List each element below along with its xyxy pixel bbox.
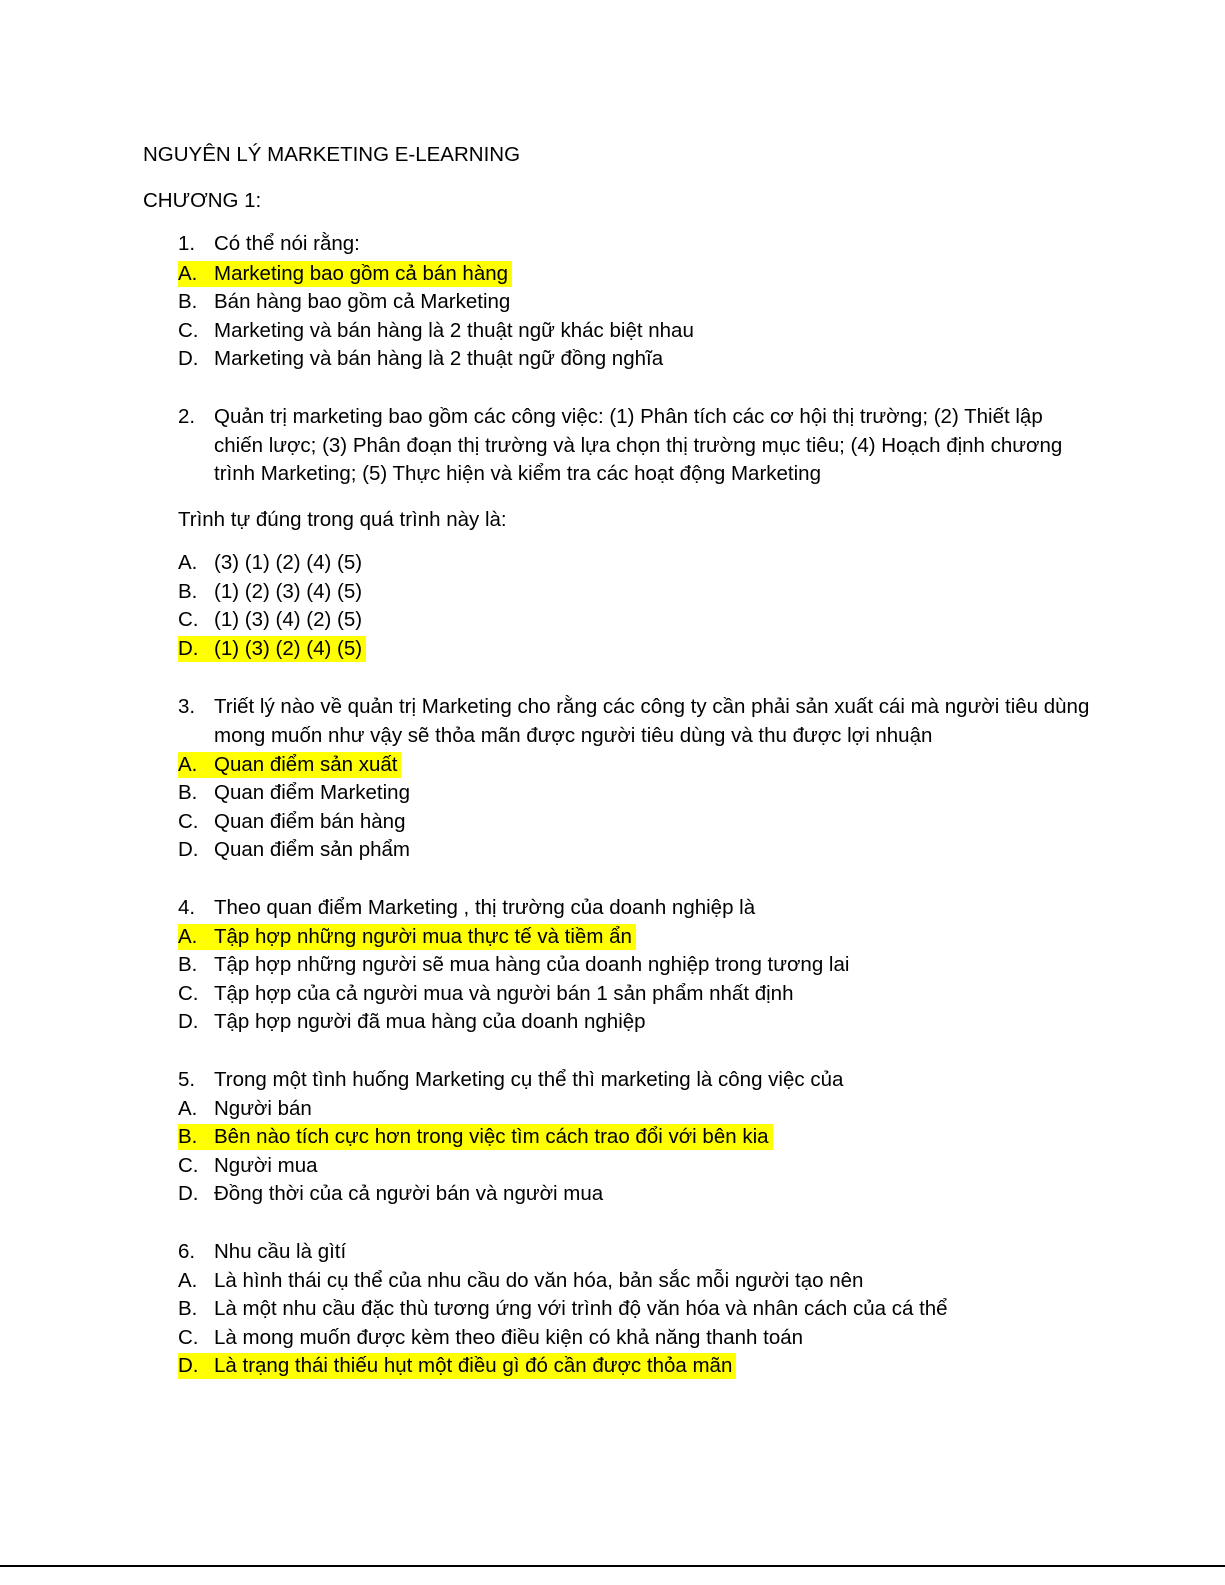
option-letter: B. [178, 290, 198, 313]
option-a [178, 1096, 316, 1122]
question-text: Nhu cầu là gìtí [214, 1240, 347, 1263]
question-number: 6. [178, 1240, 196, 1263]
option-text: Là một nhu cầu đặc thù tương ứng với trình độ văn hóa và nhân cách của cá thể [214, 1297, 948, 1320]
question-text: Theo quan điểm Marketing , thị trường của doanh nghiệp là [214, 896, 756, 919]
option-a [178, 1268, 867, 1294]
option-text: Marketing bao gồm cả bán hàng [214, 262, 509, 285]
option-text: Tập hợp những người sẽ mua hàng của doanh nghiệp trong tương lai [214, 953, 850, 976]
option-letter: D. [178, 1010, 199, 1033]
option-b [178, 952, 853, 978]
option-text: Quan điểm bán hàng [214, 810, 406, 833]
option-a-highlighted [178, 924, 636, 950]
question-number: 1. [178, 232, 196, 255]
question-text: Quản trị marketing bao gồm các công việc: (1) Phân tích các cơ hội thị trường; (2) Thiết lập chiến lược; (3) Phân đoạn thị trường và lựa chọn thị trường mục tiêu; (4) Hoạch định chương trình Marketing; (5) Thực hiện và kiểm tra các hoạt động Marketing [214, 405, 1063, 485]
option-b [178, 289, 514, 315]
option-c [178, 318, 698, 344]
option-d [178, 346, 667, 372]
option-letter: C. [178, 319, 199, 342]
document-title: NGUYÊN LÝ MARKETING E-LEARNING [143, 143, 521, 166]
question-subtext: Trình tự đúng trong quá trình này là: [178, 508, 507, 531]
option-b-highlighted [178, 1124, 773, 1150]
option-text: Là hình thái cụ thể của nhu cầu do văn hóa, bản sắc mỗi người tạo nên [214, 1269, 864, 1292]
option-text: Bên nào tích cực hơn trong việc tìm cách trao đổi với bên kia [214, 1125, 769, 1148]
option-d [178, 1009, 650, 1035]
option-text: (3) (1) (2) (4) (5) [214, 551, 363, 574]
option-text: Quan điểm sản phẩm [214, 838, 411, 861]
question-text: Trong một tình huống Marketing cụ thể thì marketing là công việc của [214, 1068, 844, 1091]
option-letter: A. [178, 262, 198, 285]
option-c [178, 981, 798, 1007]
option-c [178, 1325, 807, 1351]
option-letter: D. [178, 1182, 199, 1205]
option-text: Tập hợp những người mua thực tế và tiềm ẩn [214, 925, 632, 948]
option-letter: D. [178, 1354, 199, 1377]
option-letter: B. [178, 781, 198, 804]
option-d-highlighted [178, 1353, 736, 1379]
option-letter: C. [178, 810, 199, 833]
option-letter: C. [178, 982, 199, 1005]
question-number: 5. [178, 1068, 196, 1091]
option-letter: C. [178, 1326, 199, 1349]
option-letter: C. [178, 608, 199, 631]
option-letter: A. [178, 551, 198, 574]
option-letter: A. [178, 1269, 198, 1292]
option-text: Quan điểm Marketing [214, 781, 410, 804]
option-text: Tập hợp người đã mua hàng của doanh nghiệp [214, 1010, 646, 1033]
option-letter: C. [178, 1154, 199, 1177]
option-a-highlighted [178, 752, 401, 778]
option-b [178, 1296, 952, 1322]
question-number: 4. [178, 896, 196, 919]
option-text: Người bán [214, 1097, 312, 1120]
question-number: 3. [178, 695, 196, 718]
option-c [178, 607, 366, 633]
option-d-highlighted [178, 636, 366, 662]
option-b [178, 579, 366, 605]
option-letter: D. [178, 347, 199, 370]
option-letter: A. [178, 1097, 198, 1120]
question-number: 2. [178, 405, 196, 428]
option-text: Tập hợp của cả người mua và người bán 1 sản phẩm nhất định [214, 982, 794, 1005]
question-text: Triết lý nào về quản trị Marketing cho rằng các công ty cần phải sản xuất cái mà người tiêu dùng mong muốn như vậy sẽ thỏa mãn được người tiêu dùng và thu được lợi nhuận [214, 695, 1090, 747]
option-letter: A. [178, 753, 198, 776]
option-text: (1) (3) (4) (2) (5) [214, 608, 363, 631]
option-text: Marketing và bán hàng là 2 thuật ngữ đồng nghĩa [214, 347, 664, 370]
option-letter: D. [178, 838, 199, 861]
option-text: Là mong muốn được kèm theo điều kiện có khả năng thanh toán [214, 1326, 804, 1349]
option-c [178, 809, 409, 835]
option-letter: B. [178, 953, 198, 976]
option-text: Quan điểm sản xuất [214, 753, 398, 776]
option-letter: B. [178, 1297, 198, 1320]
chapter-heading: CHƯƠNG 1: [143, 189, 262, 212]
option-d [178, 837, 414, 863]
question-text: Có thể nói rằng: [214, 232, 360, 255]
option-text: (1) (2) (3) (4) (5) [214, 580, 363, 603]
option-text: Bán hàng bao gồm cả Marketing [214, 290, 511, 313]
option-a [178, 550, 366, 576]
option-letter: B. [178, 580, 198, 603]
option-text: (1) (3) (2) (4) (5) [214, 637, 363, 660]
option-letter: D. [178, 637, 199, 660]
option-a-highlighted [178, 261, 512, 287]
page-bottom-border [0, 1565, 1225, 1567]
option-c [178, 1153, 322, 1179]
option-text: Người mua [214, 1154, 318, 1177]
option-letter: A. [178, 925, 198, 948]
option-text: Marketing và bán hàng là 2 thuật ngữ khác biệt nhau [214, 319, 694, 342]
option-b [178, 780, 414, 806]
option-d [178, 1181, 607, 1207]
option-text: Là trạng thái thiếu hụt một điều gì đó cần được thỏa mãn [214, 1354, 733, 1377]
option-letter: B. [178, 1125, 198, 1148]
option-text: Đồng thời của cả người bán và người mua [214, 1182, 604, 1205]
